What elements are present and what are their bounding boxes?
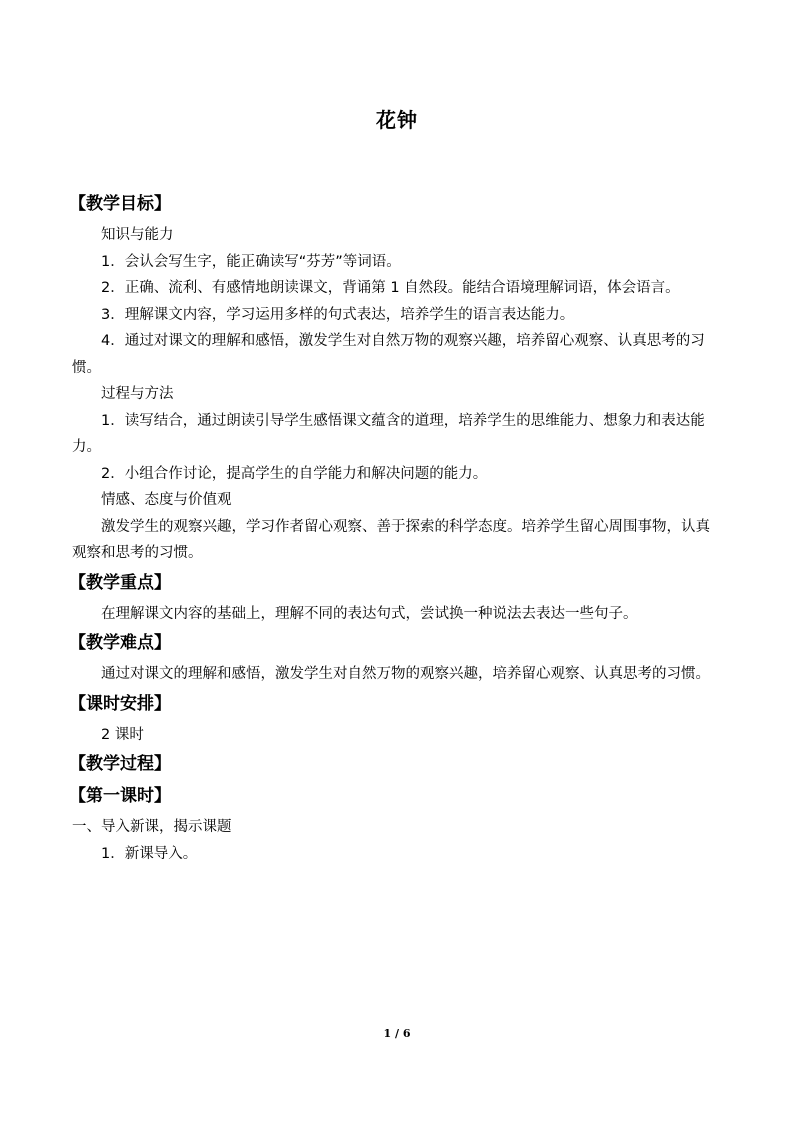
knowledge-item-2: 2．正确、流利、有感情地朗读课文，背诵第 1 自然段。能结合语境理解词语，体会语言。 [101,280,680,296]
step-one-item: 1．新课导入。 [101,845,198,862]
page-number: 1 / 6 [383,1027,411,1040]
difficulties-heading: 【教学难点】 [69,633,171,653]
key-points-heading: 【教学重点】 [69,572,171,593]
key-points-text: 在理解课文内容的基础上，理解不同的表达句式，尝试换一种说法去表达一些句子。 [101,605,638,622]
knowledge-item-4: 4．通过对课文的理解和感悟，激发学生对自然万物的观察兴趣，培养留心观察、认真思考的习惯。 [72,333,705,376]
document-body [69,188,722,867]
document-title: 花钟 [376,108,418,132]
schedule-heading: 【课时安排】 [69,693,171,714]
schedule-text: 2 课时 [101,726,144,743]
knowledge-item-1: 1．会认会写生字，能正确读写“芬芳”等词语。 [101,253,401,270]
process-subheading: 过程与方法 [101,386,174,402]
difficulties-text: 通过对课文的理解和感悟，激发学生对自然万物的观察兴趣，培养留心观察、认真思考的习惯。 [101,666,710,682]
emotion-text: 激发学生的观察兴趣，学习作者留心观察、善于探索的科学态度。培养学生留心周围事物，认真观察和思考的习惯。 [72,518,710,561]
process-heading: 【教学过程】 [69,754,171,774]
objectives-heading: 【教学目标】 [69,194,171,214]
step-one-heading: 一、导入新课，揭示课题 [72,819,232,835]
process-item-2: 2．小组合作讨论，提高学生的自学能力和解决问题的能力。 [101,465,488,482]
knowledge-subheading: 知识与能力 [101,227,174,243]
emotion-subheading: 情感、态度与价值观 [101,492,232,508]
knowledge-item-3: 3．理解课文内容，学习运用多样的句式表达，培养学生的语言表达能力。 [101,306,575,323]
process-item-1: 1．读写结合，通过朗读引导学生感悟课文蕴含的道理，培养学生的思维能力、想象力和表达能力。 [72,412,705,455]
first-lesson-heading: 【第一课时】 [69,786,171,806]
